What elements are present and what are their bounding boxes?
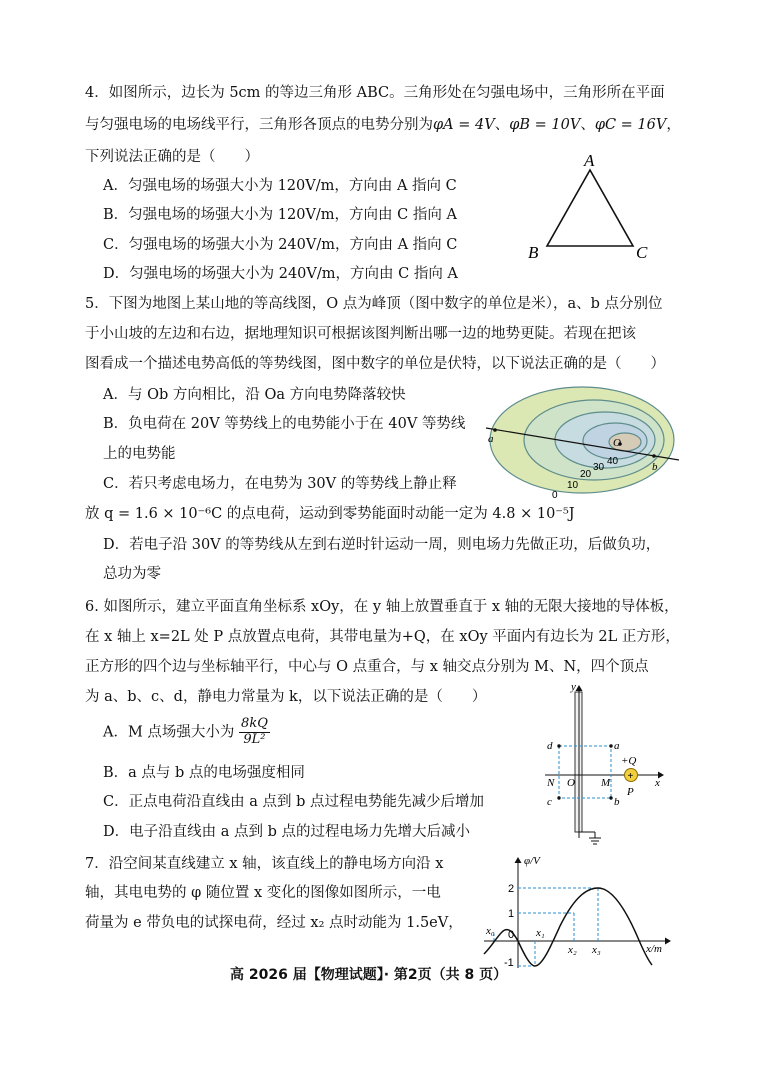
label-m: M xyxy=(601,777,611,789)
vertex-b xyxy=(609,796,612,799)
label-30: 30 xyxy=(593,462,605,473)
q7-stem-line3: 荷量为 e 带负电的试探电荷，经过 x₂ 点时动能为 1.5eV， xyxy=(85,915,463,931)
q7-stem-line2: 轴，其电电势的 φ 随位置 x 变化的图像如图所示，一电 xyxy=(85,885,441,901)
label-c: c xyxy=(547,796,552,808)
label-10: 10 xyxy=(567,480,579,491)
q5-stem-line3: 图看成一个描述电势高低的等势线图，图中数字的单位是伏特，以下说法正确的是（ ） xyxy=(85,356,665,372)
label-n: N xyxy=(547,777,555,789)
label-o: O xyxy=(613,437,621,449)
q4-phi-b: φB = 10V xyxy=(509,117,581,133)
q4-stem-line1: 4．如图所示，边长为 5cm 的等边三角形 ABC。三角形处在匀强电场中，三角形所在平面 xyxy=(85,85,665,101)
label-0: 0 xyxy=(552,490,558,501)
q4-phi-a: φA = 4V xyxy=(433,117,495,133)
q4-option-d: D．匀强电场的场强大小为 240V/m，方向由 C 指向 A xyxy=(103,266,458,282)
label-x0: x₀ xyxy=(486,925,495,937)
label-x-axis: x/m xyxy=(646,943,662,955)
label-o: O xyxy=(567,777,575,789)
q4-option-a: A．匀强电场的场强大小为 120V/m，方向由 A 指向 C xyxy=(103,178,457,194)
vertex-b-label: B xyxy=(528,243,539,262)
q6-option-a: A．M 点场强大小为 $\frac{8kQ}{\text{9L²}}$ xyxy=(103,716,268,747)
label-20: 20 xyxy=(580,469,592,480)
label-x2: x₂ xyxy=(568,944,577,956)
fraction-denominator: 9L² xyxy=(243,731,266,747)
tick-phi-2: 2 xyxy=(508,883,515,895)
q6-option-a-fraction xyxy=(239,717,270,748)
label-x1: x₁ xyxy=(536,927,545,939)
label-b: b xyxy=(614,796,620,808)
label-p: P xyxy=(627,786,634,798)
fraction-numerator: 8kQ xyxy=(241,716,268,731)
q5-option-d-line2: 总功为零 xyxy=(103,566,161,582)
label-a: a xyxy=(488,433,494,445)
tick-phi-minus1: -1 xyxy=(504,957,514,969)
tick-phi-1: 1 xyxy=(508,908,515,920)
q5-stem-line1: 5．下图为地图上某山地的等高线图，O 点为峰顶（图中数字的单位是米），a、b 点分别位 xyxy=(85,296,663,312)
svg-text:+: + xyxy=(627,771,634,782)
page-footer: 高 2026 届【物理试题】· 第2页（共 8 页） xyxy=(230,967,508,983)
q5-option-c-line1: C．若只考虑电场力，在电势为 30V 的等势线上静止释 xyxy=(103,476,457,492)
tick-phi-0: 0 xyxy=(508,929,515,941)
q6-coordinate-figure xyxy=(535,680,675,845)
vertex-c xyxy=(557,796,560,799)
triangle-abc xyxy=(547,170,633,246)
q6-option-c: C．正点电荷沿直线由 a 点到 b 点过程电势能先减少后增加 xyxy=(103,794,484,810)
label-40: 40 xyxy=(607,456,619,467)
label-y: y xyxy=(571,681,576,693)
q6-option-d: D．电子沿直线由 a 点到 b 点的过程电场力先增大后减小 xyxy=(103,824,470,840)
q7-stem-line1: 7．沿空间某直线建立 x 轴，该直线上的静电场方向沿 x xyxy=(85,856,444,872)
q5-option-b-line1: B．负电荷在 20V 等势线上的电势能小于在 40V 等势线 xyxy=(103,416,466,432)
q6-option-b: B．a 点与 b 点的电场强度相同 xyxy=(103,765,305,781)
label-x3: x₃ xyxy=(592,944,601,956)
q4-option-c: C．匀强电场的场强大小为 240V/m，方向由 A 指向 C xyxy=(103,237,458,253)
q4-option-b: B．匀强电场的场强大小为 120V/m，方向由 C 指向 A xyxy=(103,207,457,223)
q5-option-a: A．与 Ob 方向相比，沿 Oa 方向电势降落较快 xyxy=(103,387,406,403)
label-a: a xyxy=(614,740,620,752)
q5-option-d-line1: D．若电子沿 30V 的等势线从左到右逆时针运动一周，则电场力先做正功，后做负功， xyxy=(103,537,661,553)
q5-option-b-line2: 上的电势能 xyxy=(103,446,176,462)
label-q: +Q xyxy=(621,755,637,767)
q4-triangle-figure xyxy=(520,150,670,265)
q6-stem-line4: 为 a、b、c、d，静电力常量为 k，以下说法正确的是（ ） xyxy=(85,689,487,705)
vertex-c-label: C xyxy=(636,243,648,262)
label-d: d xyxy=(547,740,553,752)
q4-stem-line3: 下列说法正确的是（ ） xyxy=(85,149,259,165)
vertex-a-label: A xyxy=(584,151,595,170)
q4-phi-c: φC = 16V xyxy=(594,117,667,133)
vertex-a xyxy=(609,744,612,747)
vertex-d xyxy=(557,744,560,747)
q6-stem-line1: 6. 如图所示，建立平面直角坐标系 xOy，在 y 轴上放置垂直于 x 轴的无限大接地的导体板， xyxy=(85,599,679,615)
point-a xyxy=(493,428,497,432)
label-b: b xyxy=(652,461,658,473)
q6-stem-line3: 正方形的四个边与坐标轴平行，中心与 O 点重合，与 x 轴交点分别为 M、N，四个顶点 xyxy=(85,659,649,675)
point-b xyxy=(652,454,656,458)
square-abcd xyxy=(559,746,611,798)
q5-stem-line2: 于小山坡的左边和右边，据地理知识可根据该图判断出哪一边的地势更陡。若现在把该 xyxy=(85,326,636,342)
q4-stem-line2: 与匀强电场的电场线平行，三角形各顶点的电势分别为φA = 4V、φB = 10V、φC = 16V， xyxy=(85,117,681,133)
label-x: x xyxy=(655,777,660,789)
label-phi-axis: φ/V xyxy=(524,855,540,867)
q6-stem-line2: 在 x 轴上 x=2L 处 P 点放置点电荷，其带电量为+Q，在 xOy 平面内有边长为 2L 正方形， xyxy=(85,629,680,645)
q5-option-c-line2: 放 q = 1.6 × 10⁻⁶C 的点电荷，运动到零势能面时动能一定为 4.8 × 10⁻⁵J xyxy=(85,506,575,522)
q7-potential-graph xyxy=(480,850,680,969)
q5-contour-map-figure xyxy=(482,382,687,500)
